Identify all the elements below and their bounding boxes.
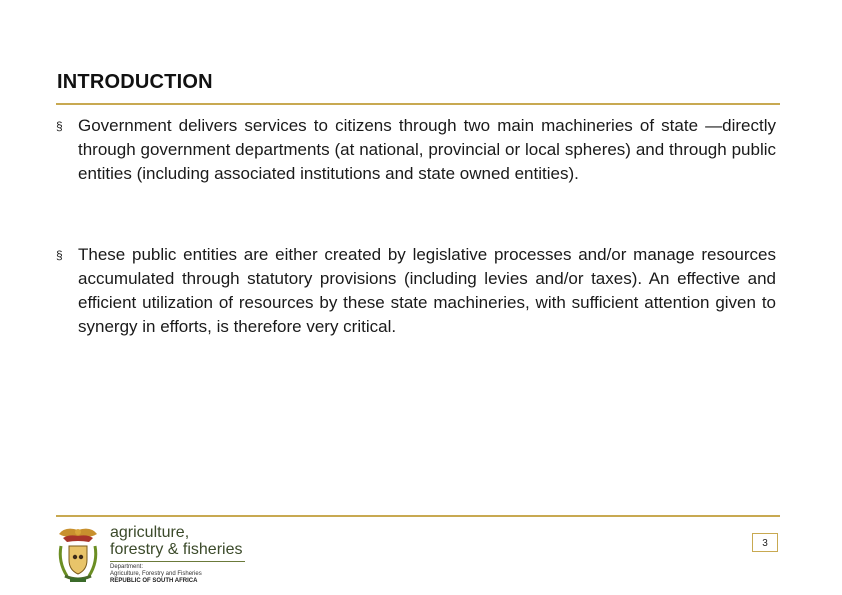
bullet-text: Government delivers services to citizens through two main machineries of state —directly through government departments (at national, provincial or local spheres) and through public entities (including associated institutions and state owned entities). xyxy=(78,116,776,183)
country-label: REPUBLIC OF SOUTH AFRICA xyxy=(110,578,198,584)
title-divider xyxy=(56,103,780,105)
coat-of-arms-icon xyxy=(55,524,101,584)
bullet-marker: § xyxy=(56,248,63,262)
brand-name-line1: agriculture, xyxy=(110,524,190,541)
department-label: Department: xyxy=(110,561,245,571)
bullet-item xyxy=(56,114,776,186)
department-logo xyxy=(55,524,245,586)
brand-name-line2: forestry & fisheries xyxy=(110,541,243,558)
slide-title: INTRODUCTION xyxy=(57,71,213,93)
department-name: Agriculture, Forestry and Fisheries xyxy=(110,571,202,577)
bullet-item xyxy=(56,243,776,339)
bullet-marker: § xyxy=(56,119,63,133)
brand-block xyxy=(110,524,245,585)
footer-divider xyxy=(56,515,780,517)
page-number: 3 xyxy=(752,533,778,552)
bullet-text: These public entities are either created by legislative processes and/or manage resources accumulated through statutory provisions (including levies and/or taxes). An effective and efficient utilization of resources by these state machineries, with sufficient attention given to synergy in efforts, is therefore very critical. xyxy=(78,245,776,336)
